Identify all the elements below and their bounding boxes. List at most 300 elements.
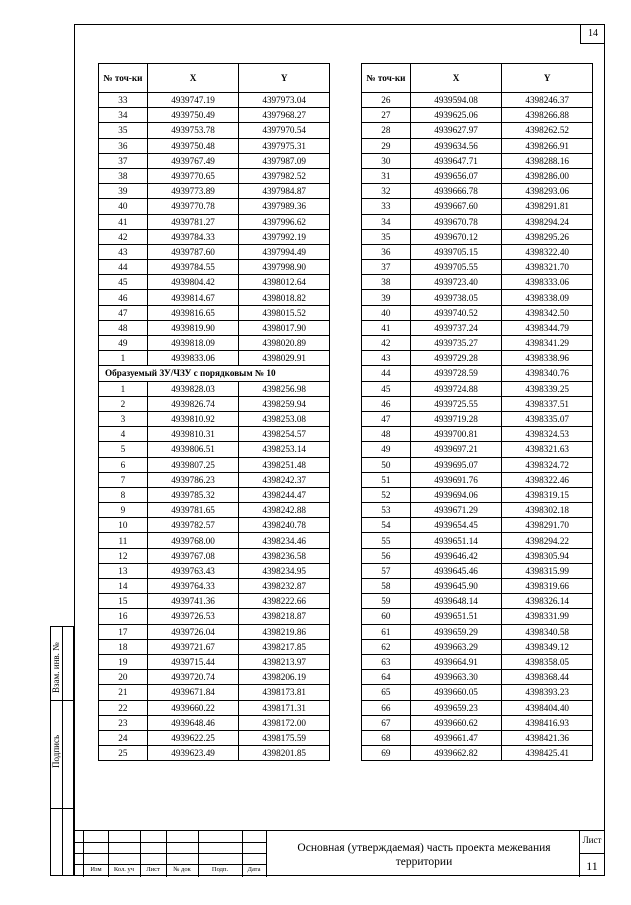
point-number: 58 (362, 579, 411, 594)
table-row (362, 381, 593, 396)
point-number: 60 (362, 609, 411, 624)
x-value: 4939826.74 (147, 396, 239, 411)
x-value: 4939664.91 (410, 654, 502, 669)
point-number: 50 (362, 457, 411, 472)
point-number: 32 (362, 184, 411, 199)
header-x: X (147, 64, 239, 93)
y-value: 4398234.95 (239, 563, 330, 578)
y-value: 4398171.31 (239, 700, 330, 715)
point-number: 35 (362, 229, 411, 244)
table-row (362, 518, 593, 533)
point-number: 47 (99, 305, 148, 320)
table-row (99, 214, 330, 229)
table-row (99, 108, 330, 123)
y-value: 4398236.58 (239, 548, 330, 563)
point-number: 51 (362, 472, 411, 487)
page-number: 14 (580, 24, 605, 44)
y-value: 4398322.40 (502, 244, 593, 259)
point-number: 17 (99, 624, 148, 639)
y-value: 4398425.41 (502, 746, 593, 761)
x-value: 4939770.78 (147, 199, 239, 214)
x-value: 4939724.88 (410, 381, 502, 396)
x-value: 4939666.78 (410, 184, 502, 199)
x-value: 4939622.25 (147, 730, 239, 745)
y-value: 4398291.81 (502, 199, 593, 214)
table-row (362, 487, 593, 502)
y-value: 4398254.57 (239, 427, 330, 442)
table-row (99, 260, 330, 275)
table-row (99, 730, 330, 745)
x-value: 4939828.03 (147, 381, 239, 396)
x-value: 4939594.08 (410, 93, 502, 108)
table-row (362, 244, 593, 259)
y-value: 4398256.98 (239, 381, 330, 396)
y-value: 4397998.90 (239, 260, 330, 275)
point-number: 36 (362, 244, 411, 259)
y-value: 4398201.85 (239, 746, 330, 761)
point-number: 30 (362, 153, 411, 168)
x-value: 4939738.05 (410, 290, 502, 305)
col-list: Лист (146, 866, 160, 873)
table-row (362, 305, 593, 320)
table-row (362, 290, 593, 305)
y-value: 4398234.46 (239, 533, 330, 548)
y-value: 4398288.16 (502, 153, 593, 168)
x-value: 4939663.30 (410, 670, 502, 685)
x-value: 4939670.78 (410, 214, 502, 229)
table-row (362, 730, 593, 745)
x-value: 4939781.65 (147, 503, 239, 518)
table-row (99, 351, 330, 366)
point-number: 16 (99, 609, 148, 624)
y-value: 4398324.53 (502, 427, 593, 442)
table-row (99, 411, 330, 426)
x-value: 4939735.27 (410, 336, 502, 351)
point-number: 66 (362, 700, 411, 715)
x-value: 4939785.32 (147, 487, 239, 502)
table-row (99, 427, 330, 442)
x-value: 4939787.60 (147, 244, 239, 259)
table-row (362, 396, 593, 411)
point-number: 49 (362, 442, 411, 457)
x-value: 4939770.65 (147, 168, 239, 183)
point-number: 11 (99, 533, 148, 548)
sheet-label: Лист (582, 835, 602, 845)
table-row (362, 579, 593, 594)
y-value: 4398338.96 (502, 351, 593, 366)
x-value: 4939667.60 (410, 199, 502, 214)
x-value: 4939781.27 (147, 214, 239, 229)
y-value: 4398294.24 (502, 214, 593, 229)
x-value: 4939814.67 (147, 290, 239, 305)
y-value: 4398302.18 (502, 503, 593, 518)
x-value: 4939647.71 (410, 153, 502, 168)
table-row (362, 229, 593, 244)
point-number: 62 (362, 639, 411, 654)
section-row (99, 366, 330, 381)
x-value: 4939818.09 (147, 336, 239, 351)
point-number: 8 (99, 487, 148, 502)
point-number: 45 (362, 381, 411, 396)
table-row (99, 153, 330, 168)
x-value: 4939819.90 (147, 320, 239, 335)
y-value: 4398206.19 (239, 670, 330, 685)
x-value: 4939833.06 (147, 351, 239, 366)
x-value: 4939810.31 (147, 427, 239, 442)
point-number: 33 (99, 93, 148, 108)
table-row (362, 503, 593, 518)
table-row (362, 123, 593, 138)
table-row (362, 199, 593, 214)
x-value: 4939804.42 (147, 275, 239, 290)
x-value: 4939753.78 (147, 123, 239, 138)
point-number: 21 (99, 685, 148, 700)
table-row (362, 670, 593, 685)
table-row (362, 624, 593, 639)
table-row (362, 746, 593, 761)
y-value: 4398218.87 (239, 609, 330, 624)
table-row (99, 518, 330, 533)
y-value: 4398246.37 (502, 93, 593, 108)
table-row (362, 715, 593, 730)
point-number: 40 (362, 305, 411, 320)
point-number: 36 (99, 138, 148, 153)
table-row (362, 442, 593, 457)
document-title: Основная (утверждаемая) часть проекта межевания территории (297, 842, 551, 868)
table-row (362, 457, 593, 472)
x-value: 4939728.59 (410, 366, 502, 381)
col-doc: № док (173, 866, 191, 873)
table-row (362, 548, 593, 563)
point-number: 54 (362, 518, 411, 533)
x-value: 4939764.33 (147, 579, 239, 594)
x-value: 4939651.51 (410, 609, 502, 624)
y-value: 4398222.66 (239, 594, 330, 609)
x-value: 4939634.56 (410, 138, 502, 153)
col-podp: Подп. (211, 866, 229, 873)
point-number: 67 (362, 715, 411, 730)
table-row (99, 290, 330, 305)
point-number: 47 (362, 411, 411, 426)
point-number: 20 (99, 670, 148, 685)
point-number: 56 (362, 548, 411, 563)
y-value: 4398337.51 (502, 396, 593, 411)
table-row (99, 184, 330, 199)
x-value: 4939705.55 (410, 260, 502, 275)
point-number: 40 (99, 199, 148, 214)
table-row (99, 229, 330, 244)
y-value: 4398020.89 (239, 336, 330, 351)
y-value: 4398294.22 (502, 533, 593, 548)
point-number: 9 (99, 503, 148, 518)
y-value: 4398232.87 (239, 579, 330, 594)
table-row (99, 654, 330, 669)
y-value: 4398340.58 (502, 624, 593, 639)
point-number: 23 (99, 715, 148, 730)
point-number: 37 (99, 153, 148, 168)
point-number: 24 (99, 730, 148, 745)
table-row (99, 594, 330, 609)
point-number: 31 (362, 168, 411, 183)
table-row (99, 579, 330, 594)
point-number: 46 (362, 396, 411, 411)
y-value: 4398319.15 (502, 487, 593, 502)
table-row (362, 108, 593, 123)
x-value: 4939767.08 (147, 548, 239, 563)
point-number: 44 (99, 260, 148, 275)
y-value: 4397996.62 (239, 214, 330, 229)
table-row (362, 563, 593, 578)
x-value: 4939767.49 (147, 153, 239, 168)
sheet-number: 11 (586, 859, 598, 873)
x-value: 4939648.14 (410, 594, 502, 609)
table-row (99, 320, 330, 335)
point-number: 45 (99, 275, 148, 290)
point-number: 6 (99, 457, 148, 472)
table-row (99, 305, 330, 320)
table-row (99, 199, 330, 214)
y-value: 4397968.27 (239, 108, 330, 123)
col-kol-uch: Кол. уч (113, 866, 135, 873)
y-value: 4398015.52 (239, 305, 330, 320)
x-value: 4939773.89 (147, 184, 239, 199)
y-value: 4398244.47 (239, 487, 330, 502)
table-row (362, 214, 593, 229)
y-value: 4398344.79 (502, 320, 593, 335)
y-value: 4398331.99 (502, 609, 593, 624)
point-number: 7 (99, 472, 148, 487)
y-value: 4398339.25 (502, 381, 593, 396)
point-number: 48 (362, 427, 411, 442)
x-value: 4939671.29 (410, 503, 502, 518)
table-row (99, 700, 330, 715)
table-row (99, 487, 330, 502)
table-row (99, 624, 330, 639)
y-value: 4398340.76 (502, 366, 593, 381)
x-value: 4939646.42 (410, 548, 502, 563)
y-value: 4398326.14 (502, 594, 593, 609)
x-value: 4939661.47 (410, 730, 502, 745)
y-value: 4398175.59 (239, 730, 330, 745)
point-number: 46 (99, 290, 148, 305)
table-row (99, 472, 330, 487)
x-value: 4939784.55 (147, 260, 239, 275)
y-value: 4398240.78 (239, 518, 330, 533)
table-row (99, 244, 330, 259)
point-number: 39 (362, 290, 411, 305)
point-number: 48 (99, 320, 148, 335)
point-number: 35 (99, 123, 148, 138)
point-number: 49 (99, 336, 148, 351)
x-value: 4939695.07 (410, 457, 502, 472)
y-value: 4397982.52 (239, 168, 330, 183)
x-value: 4939648.46 (147, 715, 239, 730)
point-number: 52 (362, 487, 411, 502)
table-row (362, 351, 593, 366)
y-value: 4398172.00 (239, 715, 330, 730)
y-value: 4398213.97 (239, 654, 330, 669)
x-value: 4939705.15 (410, 244, 502, 259)
table-row (362, 275, 593, 290)
y-value: 4398342.50 (502, 305, 593, 320)
x-value: 4939750.48 (147, 138, 239, 153)
point-number: 61 (362, 624, 411, 639)
table-row (99, 670, 330, 685)
y-value: 4398012.64 (239, 275, 330, 290)
table-row (99, 93, 330, 108)
x-value: 4939726.53 (147, 609, 239, 624)
table-row (362, 336, 593, 351)
x-value: 4939810.92 (147, 411, 239, 426)
y-value: 4397989.36 (239, 199, 330, 214)
y-value: 4397984.87 (239, 184, 330, 199)
x-value: 4939623.49 (147, 746, 239, 761)
y-value: 4398321.63 (502, 442, 593, 457)
y-value: 4398295.26 (502, 229, 593, 244)
y-value: 4398262.52 (502, 123, 593, 138)
coordinates-table-right (361, 63, 593, 761)
table-row (99, 563, 330, 578)
x-value: 4939645.46 (410, 563, 502, 578)
x-value: 4939660.22 (147, 700, 239, 715)
x-value: 4939660.62 (410, 715, 502, 730)
y-value: 4398259.94 (239, 396, 330, 411)
point-number: 57 (362, 563, 411, 578)
y-value: 4397992.19 (239, 229, 330, 244)
y-value: 4398358.05 (502, 654, 593, 669)
point-number: 18 (99, 639, 148, 654)
x-value: 4939729.28 (410, 351, 502, 366)
point-number: 68 (362, 730, 411, 745)
y-value: 4397975.31 (239, 138, 330, 153)
y-value: 4398253.14 (239, 442, 330, 457)
x-value: 4939741.36 (147, 594, 239, 609)
point-number: 42 (99, 229, 148, 244)
y-value: 4398291.70 (502, 518, 593, 533)
x-value: 4939662.82 (410, 746, 502, 761)
y-value: 4398017.90 (239, 320, 330, 335)
table-row (362, 168, 593, 183)
y-value: 4398416.93 (502, 715, 593, 730)
x-value: 4939740.52 (410, 305, 502, 320)
table-row (362, 184, 593, 199)
x-value: 4939720.74 (147, 670, 239, 685)
x-value: 4939806.51 (147, 442, 239, 457)
y-value: 4398322.46 (502, 472, 593, 487)
point-number: 27 (362, 108, 411, 123)
table-row (99, 336, 330, 351)
y-value: 4398018.82 (239, 290, 330, 305)
point-number: 13 (99, 563, 148, 578)
col-izm: Изм (90, 866, 102, 873)
x-value: 4939723.40 (410, 275, 502, 290)
x-value: 4939700.81 (410, 427, 502, 442)
point-number: 59 (362, 594, 411, 609)
y-value: 4398335.07 (502, 411, 593, 426)
y-value: 4397973.04 (239, 93, 330, 108)
x-value: 4939715.44 (147, 654, 239, 669)
point-number: 10 (99, 518, 148, 533)
point-number: 5 (99, 442, 148, 457)
point-number: 14 (99, 579, 148, 594)
x-value: 4939782.57 (147, 518, 239, 533)
point-number: 29 (362, 138, 411, 153)
x-value: 4939786.23 (147, 472, 239, 487)
y-value: 4398321.70 (502, 260, 593, 275)
x-value: 4939784.33 (147, 229, 239, 244)
x-value: 4939816.65 (147, 305, 239, 320)
point-number: 43 (362, 351, 411, 366)
y-value: 4398368.44 (502, 670, 593, 685)
table-row (362, 700, 593, 715)
x-value: 4939694.06 (410, 487, 502, 502)
signature-label: Подпись (51, 734, 61, 768)
point-number: 25 (99, 746, 148, 761)
table-row (362, 153, 593, 168)
point-number: 1 (99, 381, 148, 396)
x-value: 4939663.29 (410, 639, 502, 654)
point-number: 44 (362, 366, 411, 381)
y-value: 4398315.99 (502, 563, 593, 578)
table-row (99, 533, 330, 548)
table-row (99, 639, 330, 654)
col-date: Дата (247, 866, 261, 873)
table-row (362, 685, 593, 700)
y-value: 4398305.94 (502, 548, 593, 563)
x-value: 4939656.07 (410, 168, 502, 183)
point-number: 42 (362, 336, 411, 351)
table-row (362, 609, 593, 624)
y-value: 4398242.37 (239, 472, 330, 487)
x-value: 4939645.90 (410, 579, 502, 594)
table-row (99, 715, 330, 730)
y-value: 4398404.40 (502, 700, 593, 715)
point-number: 38 (362, 275, 411, 290)
table-row (99, 168, 330, 183)
point-number: 55 (362, 533, 411, 548)
x-value: 4939691.76 (410, 472, 502, 487)
y-value: 4398421.36 (502, 730, 593, 745)
x-value: 4939719.28 (410, 411, 502, 426)
y-value: 4398029.91 (239, 351, 330, 366)
table-row (362, 93, 593, 108)
table-row (99, 746, 330, 761)
point-number: 4 (99, 427, 148, 442)
point-number: 22 (99, 700, 148, 715)
y-value: 4398219.86 (239, 624, 330, 639)
y-value: 4398173.81 (239, 685, 330, 700)
x-value: 4939625.06 (410, 108, 502, 123)
table-row (99, 381, 330, 396)
header-point: № точ-ки (362, 64, 411, 93)
table-row (99, 275, 330, 290)
divider (62, 626, 63, 876)
x-value: 4939627.97 (410, 123, 502, 138)
point-number: 41 (99, 214, 148, 229)
point-number: 15 (99, 594, 148, 609)
x-value: 4939671.84 (147, 685, 239, 700)
vzam-label: Взам. инв. № (51, 642, 61, 693)
y-value: 4398333.06 (502, 275, 593, 290)
x-value: 4939768.00 (147, 533, 239, 548)
title-block (74, 830, 605, 876)
x-value: 4939659.23 (410, 700, 502, 715)
table-row (362, 533, 593, 548)
point-number: 12 (99, 548, 148, 563)
table-row (99, 396, 330, 411)
y-value: 4398266.88 (502, 108, 593, 123)
x-value: 4939807.25 (147, 457, 239, 472)
